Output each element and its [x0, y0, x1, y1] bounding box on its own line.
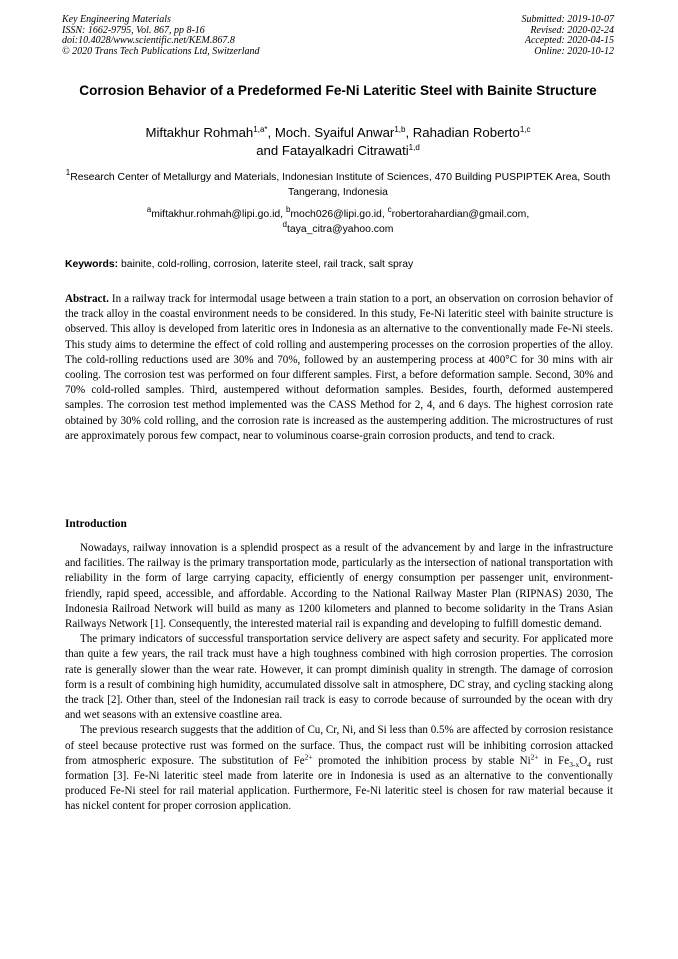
author-name: Moch. Syaiful Anwar	[274, 125, 395, 140]
journal-issn: ISSN: 1662-9795, Vol. 867, pp 8-16	[62, 24, 205, 36]
email-address[interactable]: taya_citra@yahoo.com	[287, 224, 394, 235]
affiliation	[62, 170, 614, 200]
keywords-text: bainite, cold-rolling, corrosion, laterite steel, rail track, salt spray	[121, 259, 414, 270]
paper-title: Corrosion Behavior of a Predeformed Fe-Ni Lateritic Steel with Bainite Structure	[79, 83, 597, 98]
journal-doi[interactable]: doi:10.4028/www.scientific.net/KEM.867.8	[62, 35, 235, 46]
author-name: Miftakhur Rohmah	[145, 125, 254, 140]
paragraph: The primary indicators of successful transportation service delivery are aspect safety and security. For applicated more than quite a few years, the rail track must have a high toughness combined with high corrosion properties. The corrosion rate is generally slower than the wear rate. However, it can prompt diminish quality in strength. The damage of corrosion form is a result of combining high humidity, accumulated dissolve salt in atmosphere, DC stray, and cycling stacking along the track [2]. Other than, steel of the Indonesian rail track is easy to corrode because of surrounded by the ocean with dry and wet seasons with an extensive coastline area.	[65, 633, 613, 722]
subscript: 4	[587, 760, 591, 770]
email-address[interactable]: miftakhur.rohmah@lipi.go.id	[151, 209, 281, 220]
date-submitted: Submitted: 2019-10-07	[521, 14, 614, 25]
author-name: and Fatayalkadri Citrawati	[256, 143, 409, 158]
email-superscript: b	[285, 205, 291, 214]
journal-copyright: © 2020 Trans Tech Publications Ltd, Switzerland	[62, 45, 260, 57]
email-separator: ,	[526, 209, 530, 220]
paragraph-text: O	[579, 754, 588, 767]
keywords-label: Keywords:	[65, 259, 119, 270]
email-address[interactable]: robertorahardian@gmail.com	[391, 209, 527, 220]
email-address[interactable]: moch026@lipi.go.id	[290, 209, 382, 220]
superscript: 2+	[304, 752, 313, 762]
author-superscript: 1,c	[519, 125, 531, 134]
author-superscript: 1,a*	[253, 125, 268, 134]
journal-header-right	[522, 15, 615, 57]
abstract	[65, 292, 613, 444]
date-online: Online: 2020-10-12	[534, 45, 614, 57]
email-separator: ,	[381, 209, 388, 220]
introduction-heading: Introduction	[65, 518, 127, 530]
keywords	[65, 258, 613, 272]
journal-name: Key Engineering Materials	[62, 14, 171, 25]
paragraph	[65, 723, 613, 814]
author-separator: ,	[267, 125, 275, 140]
journal-header-left	[62, 15, 260, 57]
author-list	[62, 124, 614, 160]
email-superscript: c	[387, 205, 392, 214]
affiliation-text: Research Center of Metallurgy and Materials, Indonesian Institute of Sciences, 470 Building PUSPIPTEK Area, South Tangerang, Indonesia	[70, 172, 611, 198]
paragraph-text: rust formation [3]. Fe-Ni lateritic steel made from laterite ore in Indonesia is used as an alternative to the conventionally produced Fe-Ni steel for rail material application. Furthermore, Fe-Ni lateritic steel is chosen for raw material because it has nickel content for proper corrosion application.	[65, 754, 613, 813]
affiliation-superscript: 1	[65, 168, 71, 177]
author-superscript: 1,b	[394, 125, 406, 134]
subscript: 3-x	[569, 760, 580, 770]
paragraph-text: promoted the inhibition process by stable Ni	[312, 754, 531, 767]
author-name: Rahadian Roberto	[412, 125, 520, 140]
abstract-label: Abstract.	[65, 293, 109, 305]
email-superscript: d	[282, 220, 287, 229]
email-separator: ,	[280, 209, 286, 220]
date-revised: Revised: 2020-02-24	[530, 24, 614, 36]
introduction-body	[65, 541, 613, 815]
superscript: 2+	[530, 752, 539, 762]
paragraph: Nowadays, railway innovation is a splendid prospect as a result of the advancement by and large in the infrastructure and facilities. The railway is the primary transportation mode, particularly as the intersection of national transportation with reliability in the form of large carrying capacity, efficiently of energy consumption per passenger unit, environment-friendly, rapid speed, accessible, and affordable. According to the National Railway Master Plan (RIPNAS) 2030, The Indonesia Railroad Network will build as many as 1200 kilometers and planned to become solidarity in the Trans Asian Railways Network [1]. Consequently, the interested material rail is expanding and developing to fulfill domestic demand.	[65, 542, 613, 631]
date-accepted: Accepted: 2020-04-15	[524, 35, 614, 46]
paragraph-text: in Fe	[538, 754, 570, 767]
email-list	[62, 207, 614, 237]
author-separator: ,	[405, 125, 413, 140]
email-superscript: a	[146, 205, 152, 214]
author-superscript: 1,d	[408, 143, 420, 152]
paragraph-text: The previous research suggests that the addition of Cu, Cr, Ni, and Si less than 0.5% are affected by corrosion resistance of steel because protective rust was formed on the surface. Thus, the compact rust will be inhibiting corrosion attacked from atmospheric exposure. The substitution of Fe	[65, 724, 613, 767]
abstract-text: In a railway track for intermodal usage between a train station to a port, an observation on corrosion behavior of the track alloy in the coastal environment needs to be considered. In this study, Fe-Ni lateritic steel with bainite structure is observed. This alloy is developed from lateritic ores in Indonesia as an alternative to the conventionally made Fe-Ni steels. This study aims to determine the effect of cold rolling and austempering processes on the corrosion properties of the alloy. The cold-rolling reductions used are 30% and 70%, followed by an austempering process at 400°C for 30 mins with air cooling. The corrosion test was performed on four different samples. First, a before deformation sample. Second, 30% and 70% cold-rolled samples. Third, austempered without deformation samples. Besides, fourth, deformed austempered samples. The corrosion test method implemented was the CASS Method for 2, 4, and 6 days. The highest corrosion rate obtained by 30% cold rolling, and the corrosion rate is increased as the austempering addition. The microstructures of rust are approximately porous few compact, near to voluminous coarse-grain corrosion products, and tend to crack.	[65, 293, 613, 442]
